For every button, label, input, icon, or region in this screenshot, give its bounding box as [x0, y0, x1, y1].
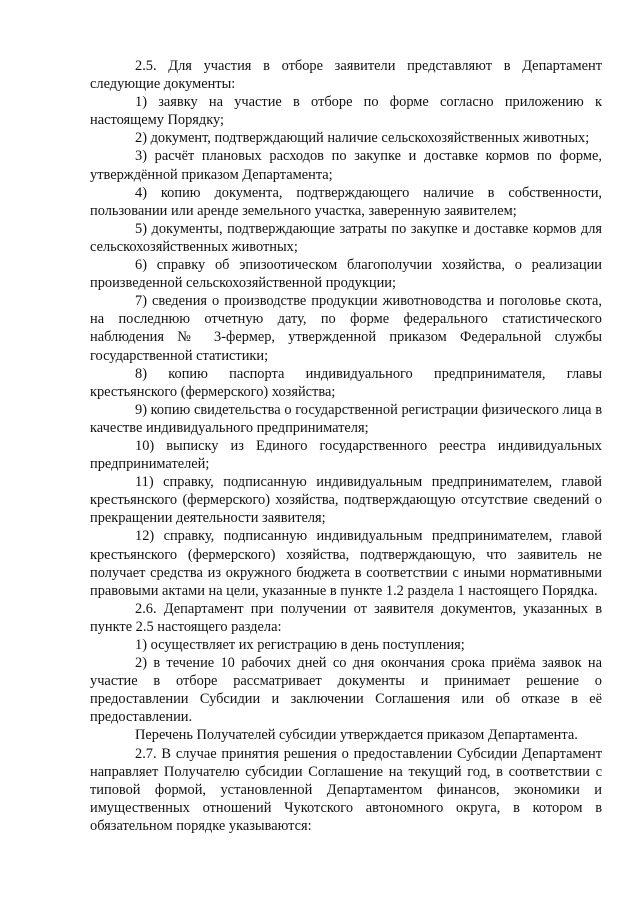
sub-item-2: 2) в течение 10 рабочих дней со дня окончания срока приёма заявок на участие в отборе рассматривает документы и принимает решение о предоставлении Субсидии и заключении Соглашения или об отказе в её предоставлении. [90, 655, 602, 726]
list-item-12: 12) справку, подписанную индивидуальным предпринимателем, главой крестьянского (фермерского) хозяйства, подтверждающую, что заявитель не получает средства из окружного бюджета в соответствии с иными нормативными правовыми актами на цели, указанные в пункте 1.2 раздела 1 настоящего Порядка. [90, 528, 602, 599]
recipients-list-paragraph: Перечень Получателей субсидии утверждается приказом Департамента. [135, 727, 578, 744]
paragraph-2-5: 2.5. Для участия в отборе заявители представляют в Департамент следующие документы: [90, 58, 602, 93]
list-item-3: 3) расчёт плановых расходов по закупке и доставке кормов по форме, утверждённой приказом Департамента; [90, 148, 602, 183]
list-item-11: 11) справку, подписанную индивидуальным предпринимателем, главой крестьянского (фермерского) хозяйства, подтверждающую отсутствие сведений о прекращении деятельности заявителя; [90, 474, 602, 527]
paragraph-2-6: 2.6. Департамент при получении от заявителя документов, указанных в пункте 2.5 настоящего раздела: [90, 600, 602, 635]
sub-item-1: 1) осуществляет их регистрацию в день поступления; [135, 637, 465, 653]
document-page [90, 57, 602, 835]
list-item-5: 5) документы, подтверждающие затраты по закупке и доставке кормов для сельскохозяйственных животных; [90, 220, 602, 255]
list-item-8: 8) копию паспорта индивидуального предпринимателя, главы крестьянского (фермерского) хозяйства; [90, 365, 602, 400]
list-item-1: 1) заявку на участие в отборе по форме согласно приложению к настоящему Порядку; [90, 94, 602, 129]
list-item-4: 4) копию документа, подтверждающего наличие в собственности, пользовании или аренде земельного участка, заверенную заявителем; [90, 184, 602, 219]
paragraph-2-7: 2.7. В случае принятия решения о предоставлении Субсидии Департамент направляет Получателю субсидии Соглашение на текущий год, в соответствии с типовой формой, установленной Департаментом финансов, экономики и имущественных отношений Чукотского автономного округа, в котором в обязательном порядке указываются: [90, 745, 602, 834]
list-item-9: 9) копию свидетельства о государственной регистрации физического лица в качестве индивидуального предпринимателя; [90, 401, 602, 436]
list-item-6: 6) справку об эпизоотическом благополучии хозяйства, о реализации произведенной сельскохозяйственной продукции; [90, 257, 602, 292]
list-item-2: 2) документ, подтверждающий наличие сельскохозяйственных животных; [135, 130, 590, 147]
list-item-7: 7) сведения о производстве продукции животноводства и поголовье скота, на последнюю отчетную дату, по форме федерального статистического наблюдения № 3-фермер, утвержденной приказом Федеральной службы государственной статистики; [90, 293, 602, 364]
list-item-10: 10) выписку из Единого государственного реестра индивидуальных предпринимателей; [90, 437, 602, 473]
